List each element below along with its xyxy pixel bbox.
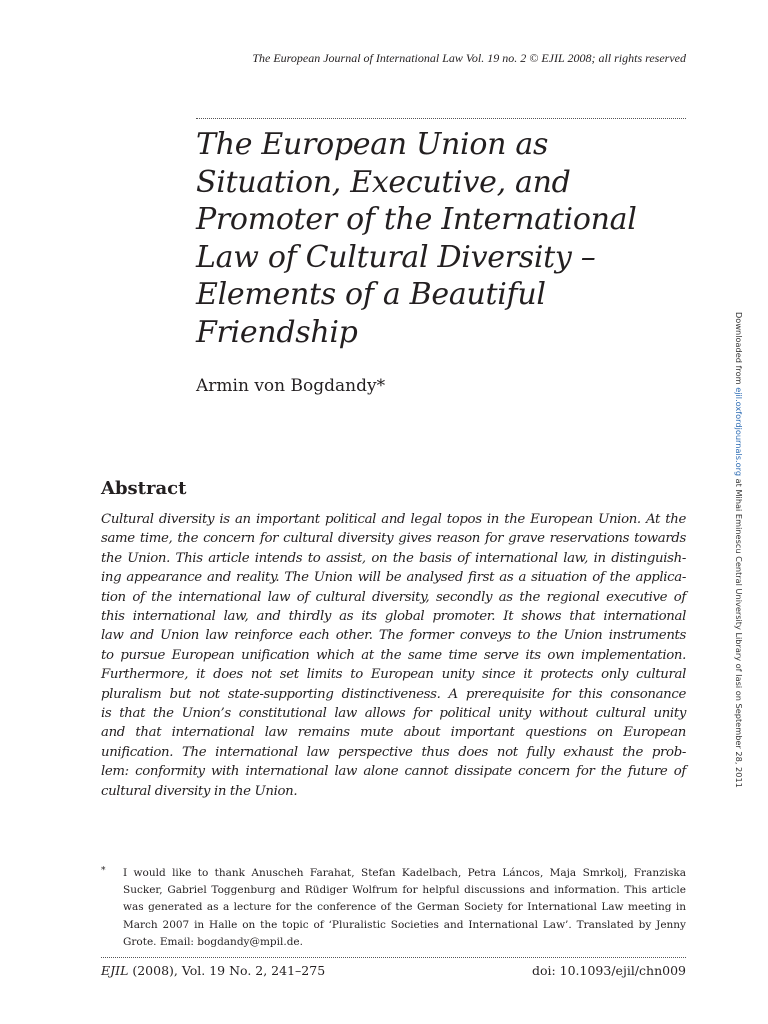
abstract-line: cultural diversity in the Union.: [101, 783, 298, 799]
abstract-line: and that international law remains mute about important questions on European: [101, 725, 686, 741]
footnote-line: was generated as a lecture for the conference of the German Society for International Law meeting in: [123, 901, 686, 914]
abstract-line: unification. The international law perspective thus does not fully exhaust the prob-: [101, 744, 686, 760]
abstract-line: Furthermore, it does not set limits to European unity since it protects only cultural: [101, 667, 686, 683]
abstract-line: pluralism but not state-supporting distinctiveness. A prerequisite for this consonance: [101, 686, 686, 702]
bottom-dotted-rule: [101, 957, 686, 958]
title-line: Elements of a Beautiful: [196, 277, 546, 312]
abstract-line: law and Union law reinforce each other. The former conveys to the Union instruments: [101, 628, 686, 644]
journal-citation: [101, 962, 325, 980]
abstract-line: to pursue European unification which at the same time serve its own implementation.: [101, 647, 686, 663]
download-suffix: at Mihai Eminescu Central University Library of Iasi on September 28, 2011: [734, 476, 744, 788]
title-line: Promoter of the International: [196, 202, 637, 237]
citation-details: (2008), Vol. 19 No. 2, 241–275: [128, 963, 326, 978]
title-line: The European Union as: [196, 127, 549, 162]
footnote-marker: *: [101, 866, 106, 876]
abstract-line: tion of the international law of cultural diversity, secondly as the regional executive of: [101, 589, 686, 605]
abstract-line: lem: conformity with international law alone cannot dissipate concern for the future of: [101, 764, 686, 780]
top-dotted-rule: [196, 118, 686, 119]
download-note: [733, 312, 744, 788]
abstract-line: ing appearance and reality. The Union will be analysed first as a situation of the applica-: [101, 570, 686, 586]
footnote-line: Sucker, Gabriel Toggenburg and Rüdiger Wolfrum for helpful discussions and information. This article: [123, 884, 686, 897]
title-line: Law of Cultural Diversity –: [196, 239, 596, 275]
abstract-line: is that the Union’s constitutional law allows for political unity without cultural unity: [101, 706, 686, 722]
abstract-body: [101, 510, 686, 801]
abstract-line: this international law, and thirdly as its global promoter. It shows that international: [101, 609, 686, 625]
journal-site-link[interactable]: ejil.oxfordjournals.org: [734, 387, 744, 477]
footnote-line: I would like to thank Anuscheh Farahat, Stefan Kadelbach, Petra Láncos, Maja Smrkolj, Franziska: [123, 867, 686, 879]
footnote-line: March 2007 in Halle on the topic of ‘Pluralistic Societies and International Law’. Translated by Jenny: [123, 918, 686, 931]
abstract-heading: Abstract: [101, 478, 187, 499]
abstract-line: the Union. This article intends to assist, on the basis of international law, in distinguish-: [101, 550, 686, 566]
journal-header: The European Journal of International Law Vol. 19 no. 2 © EJIL 2008; all rights reserved: [252, 51, 686, 65]
download-prefix: Downloaded from: [734, 312, 744, 388]
doi: doi: 10.1093/ejil/chn009: [531, 963, 686, 978]
journal-abbrev: EJIL: [101, 963, 129, 978]
title-line: Friendship: [196, 314, 358, 350]
author-name: Armin von Bogdandy*: [196, 376, 386, 396]
title-line: Situation, Executive, and: [196, 164, 571, 200]
footnote-text: [123, 865, 686, 951]
abstract-line: same time, the concern for cultural diversity gives reason for grave reservations towards: [101, 531, 686, 547]
article-title: [196, 126, 706, 351]
download-watermark: [734, 312, 750, 788]
footnote-line: Grote. Email: bogdandy@mpil.de.: [123, 935, 303, 948]
abstract-line: Cultural diversity is an important political and legal topos in the European Union. At the: [101, 512, 686, 527]
